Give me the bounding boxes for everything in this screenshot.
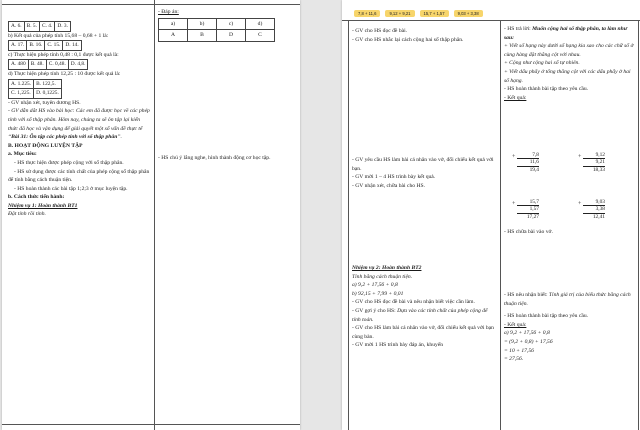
student-step: - HS hoàn thành bài tập theo yêu cầu. bbox=[504, 86, 589, 93]
student-column-task2 bbox=[504, 291, 636, 364]
plus-sign: + bbox=[578, 154, 582, 160]
answer-key-value: A bbox=[159, 30, 188, 42]
teacher-step: - GV cho HS nhắc lại cách cộng hai số thập phân. bbox=[352, 36, 464, 43]
addend: 9,21 bbox=[583, 158, 605, 165]
sum: 17,27 bbox=[517, 213, 539, 220]
mcq-options-a bbox=[8, 21, 71, 32]
task-2-expression: a) 9,2 + 17,56 + 0,8 bbox=[352, 282, 398, 289]
addend: 7,8 bbox=[532, 152, 539, 158]
addend: 9,12 bbox=[595, 152, 605, 158]
mcq-option: C. 15. bbox=[45, 41, 63, 51]
calculation bbox=[517, 152, 539, 173]
result-label: - Kết quả: bbox=[504, 94, 527, 101]
result-label: - Kết quả: bbox=[504, 321, 527, 328]
column-divider bbox=[500, 20, 501, 430]
student-step: - HS hoàn thành bài tập theo yêu cầu. bbox=[504, 313, 589, 320]
mcq-options-c bbox=[8, 59, 88, 70]
teacher-column bbox=[352, 27, 497, 44]
answer-key-header: a) bbox=[159, 18, 188, 30]
mcq-option: B. 5. bbox=[24, 22, 39, 32]
student-recognition bbox=[504, 291, 636, 308]
student-recognition-lead: - HS nêu nhận biết: bbox=[504, 292, 549, 298]
answer-key-value: B bbox=[188, 30, 217, 42]
teacher-hint bbox=[352, 307, 497, 324]
teacher-step: - GV cho HS đọc đề bài và nêu nhận biết việc cần làm. bbox=[352, 299, 475, 306]
result-line: = (9,2 + 0,8) + 17,56 bbox=[504, 338, 553, 345]
table-bottom-border bbox=[2, 424, 300, 425]
addend: 15,7 bbox=[529, 199, 539, 205]
teacher-intro-end: ”. bbox=[117, 134, 122, 141]
student-answer-lead: - HS trả lời: bbox=[504, 26, 533, 32]
mcq-option: C. 4. bbox=[39, 22, 54, 32]
student-column bbox=[504, 25, 636, 102]
exercise-pill: 7,8 + 11,6 bbox=[354, 10, 380, 17]
teacher-step: - GV cho HS làm bài cá nhân vào vở, đổi chiếu kết quả với bạn cùng bàn. bbox=[352, 325, 494, 340]
addend: 1,57 bbox=[517, 205, 539, 212]
mcq-option: D. 3. bbox=[55, 22, 71, 32]
answer-key-header: d) bbox=[246, 18, 275, 30]
exercise-pill: 9,12 + 9,21 bbox=[385, 10, 414, 17]
exercise-pill: 15,7 + 1,57 bbox=[420, 10, 449, 17]
teacher-step: - GV yêu cầu HS làm bài cá nhân vào vở, đổi chiếu kết quả với bạn. bbox=[352, 157, 494, 172]
teacher-column-steps bbox=[352, 156, 497, 190]
exercise-pill: 9,03 + 3,38 bbox=[454, 10, 483, 17]
addend: 9,03 bbox=[595, 199, 605, 205]
task-1-heading: Nhiệm vụ 1: Hoàn thành BT1 bbox=[8, 202, 78, 209]
student-answer-rule: Muốn cộng hai số thập phân, ta làm như sau: bbox=[504, 26, 628, 41]
column-divider bbox=[154, 0, 155, 430]
rule-step: + Viết số hạng này dưới số hạng kia sao cho các chữ số ở cùng hàng đặt thẳng cột với nhau. bbox=[504, 43, 634, 58]
mcq-option: A. 1.225. bbox=[9, 79, 34, 89]
mcq-options-b bbox=[8, 40, 82, 51]
teacher-step: - GV mời 1 HS trình bày đáp án, khuyến bbox=[352, 342, 444, 349]
rule-step: + Cộng như cộng hai số tự nhiên. bbox=[504, 60, 580, 67]
calculation bbox=[583, 199, 605, 220]
teacher-intro bbox=[8, 107, 151, 141]
goal-item: - HS hoàn thành các bài tập 1;2;3 ở mục luyện tập. bbox=[14, 185, 128, 192]
student-response: - HS chú ý lắng nghe, hình thành động cơ học tập. bbox=[158, 154, 271, 161]
teacher-step: - GV cho HS đọc đề bài. bbox=[352, 28, 408, 34]
document-page-right bbox=[342, 0, 640, 430]
rule-step: + Viết dấu phẩy ở tổng thẳng cột với các dấu phẩy ở hai số hạng. bbox=[504, 68, 631, 84]
student-answer bbox=[504, 25, 636, 42]
result-line: = 10 + 17,56 bbox=[504, 347, 534, 354]
calculation bbox=[583, 152, 605, 173]
lesson-title: Bài 31: Ôn tập các phép tính với số thập phân bbox=[11, 134, 118, 141]
mcq-option: A. 6. bbox=[9, 22, 25, 32]
table-top-border bbox=[342, 20, 640, 21]
mcq-option: D. 0,1225. bbox=[34, 89, 62, 99]
calculation bbox=[517, 199, 539, 220]
mcq-option: A. 17. bbox=[9, 41, 27, 51]
teacher-hint-lead: - GV gợi ý cho HS: bbox=[352, 307, 398, 314]
mcq-option: C. 1,225. bbox=[9, 89, 34, 99]
task-2-expression: b) 92,15 + 7,99 + 0,01 bbox=[352, 290, 404, 297]
answer-key-value: D bbox=[217, 30, 246, 42]
mcq-option: C. 0,48. bbox=[46, 60, 68, 70]
student-step: - HS chữa bài vào vở. bbox=[504, 229, 553, 235]
answer-key-value: C bbox=[246, 30, 275, 42]
table-left-border bbox=[348, 20, 349, 430]
mcq-options-d bbox=[8, 79, 62, 99]
document-page-left bbox=[2, 0, 300, 430]
mcq-option: B. 16. bbox=[27, 41, 45, 51]
task-2-text: Tính bằng cách thuận tiện. bbox=[352, 273, 413, 280]
teacher-comment: - GV nhận xét, tuyên dương HS. bbox=[8, 99, 81, 106]
result-line: a) 9,2 + 17,56 + 0,8 bbox=[504, 330, 550, 337]
teacher-column bbox=[8, 21, 151, 219]
plus-sign: + bbox=[512, 154, 516, 160]
sum: 18,33 bbox=[583, 166, 605, 173]
table-right-border bbox=[638, 20, 639, 430]
addend: 3,38 bbox=[583, 205, 605, 212]
student-column bbox=[158, 8, 296, 162]
plus-sign: + bbox=[512, 201, 516, 207]
mcq-option: D. 4,8. bbox=[68, 60, 88, 70]
mcq-option: B. 122,5. bbox=[34, 79, 62, 89]
plus-sign: + bbox=[578, 201, 582, 207]
goal-item: - HS thực hiện được phép cộng với số thập phân. bbox=[14, 159, 124, 166]
mcq-question-c: c) Thực hiện phép tính 0,48 : 0,1 được kết quả là: bbox=[8, 51, 119, 58]
mcq-option: B. 48. bbox=[28, 60, 46, 70]
section-heading: B. HOẠT ĐỘNG LUYỆN TẬP bbox=[8, 142, 83, 149]
answer-key-title: - Đáp án: bbox=[158, 9, 179, 15]
method-heading: b. Cách thức tiến hành: bbox=[8, 194, 65, 201]
teacher-intro-text: - GV dẫn dắt HS vào bài học: Các em đã được học về các phép tính với số thập phân. Hôm nay, chúng ta sẽ ôn tập lại kiến thức đã học và vận dụng để giải quyết một số vấn đề thực tế “ bbox=[8, 108, 150, 141]
exercise-pills bbox=[354, 10, 483, 17]
mcq-option: D. 14. bbox=[63, 41, 81, 51]
task-1-text: Đặt tính rồi tính. bbox=[8, 211, 46, 218]
answer-key-header: b) bbox=[188, 18, 217, 30]
student-recognition-text: Tính giá trị của biểu thức bằng cách thuận tiện. bbox=[504, 292, 631, 307]
sum: 19,4 bbox=[517, 166, 539, 173]
mcq-question-d: d) Thực hiện phép tính 12,25 : 10 được kết quả là: bbox=[8, 70, 121, 77]
teacher-step: - GV nhận xét, chữa bài cho HS. bbox=[352, 182, 425, 189]
goal-item: - HS sử dụng được các tính chất của phép cộng số thập phân để tính bằng cách thuận tiện. bbox=[8, 168, 150, 184]
table-top-border bbox=[2, 4, 300, 5]
goal-heading: a. Mục tiêu: bbox=[8, 151, 37, 158]
teacher-step: - GV mời 1 – 4 HS trình bày kết quả. bbox=[352, 174, 436, 181]
sum: 12,41 bbox=[583, 213, 605, 220]
result-line: = 27,56. bbox=[504, 356, 524, 363]
answer-key-header: c) bbox=[217, 18, 246, 30]
task-2-heading: Nhiệm vụ 2: Hoàn thành BT2 bbox=[352, 265, 422, 271]
answer-key-table bbox=[158, 18, 275, 42]
teacher-hint-text: Dựa vào các tính chất của phép cộng để tính toán. bbox=[352, 307, 488, 323]
mcq-question-b: b) Kết quả của phép tính 15,68 – 0,68 + 1 là: bbox=[8, 32, 109, 39]
teacher-column-task2 bbox=[352, 264, 497, 350]
addend: 11,6 bbox=[517, 158, 539, 165]
student-column-followup bbox=[504, 228, 636, 237]
mcq-option: A. 480 bbox=[9, 60, 29, 70]
